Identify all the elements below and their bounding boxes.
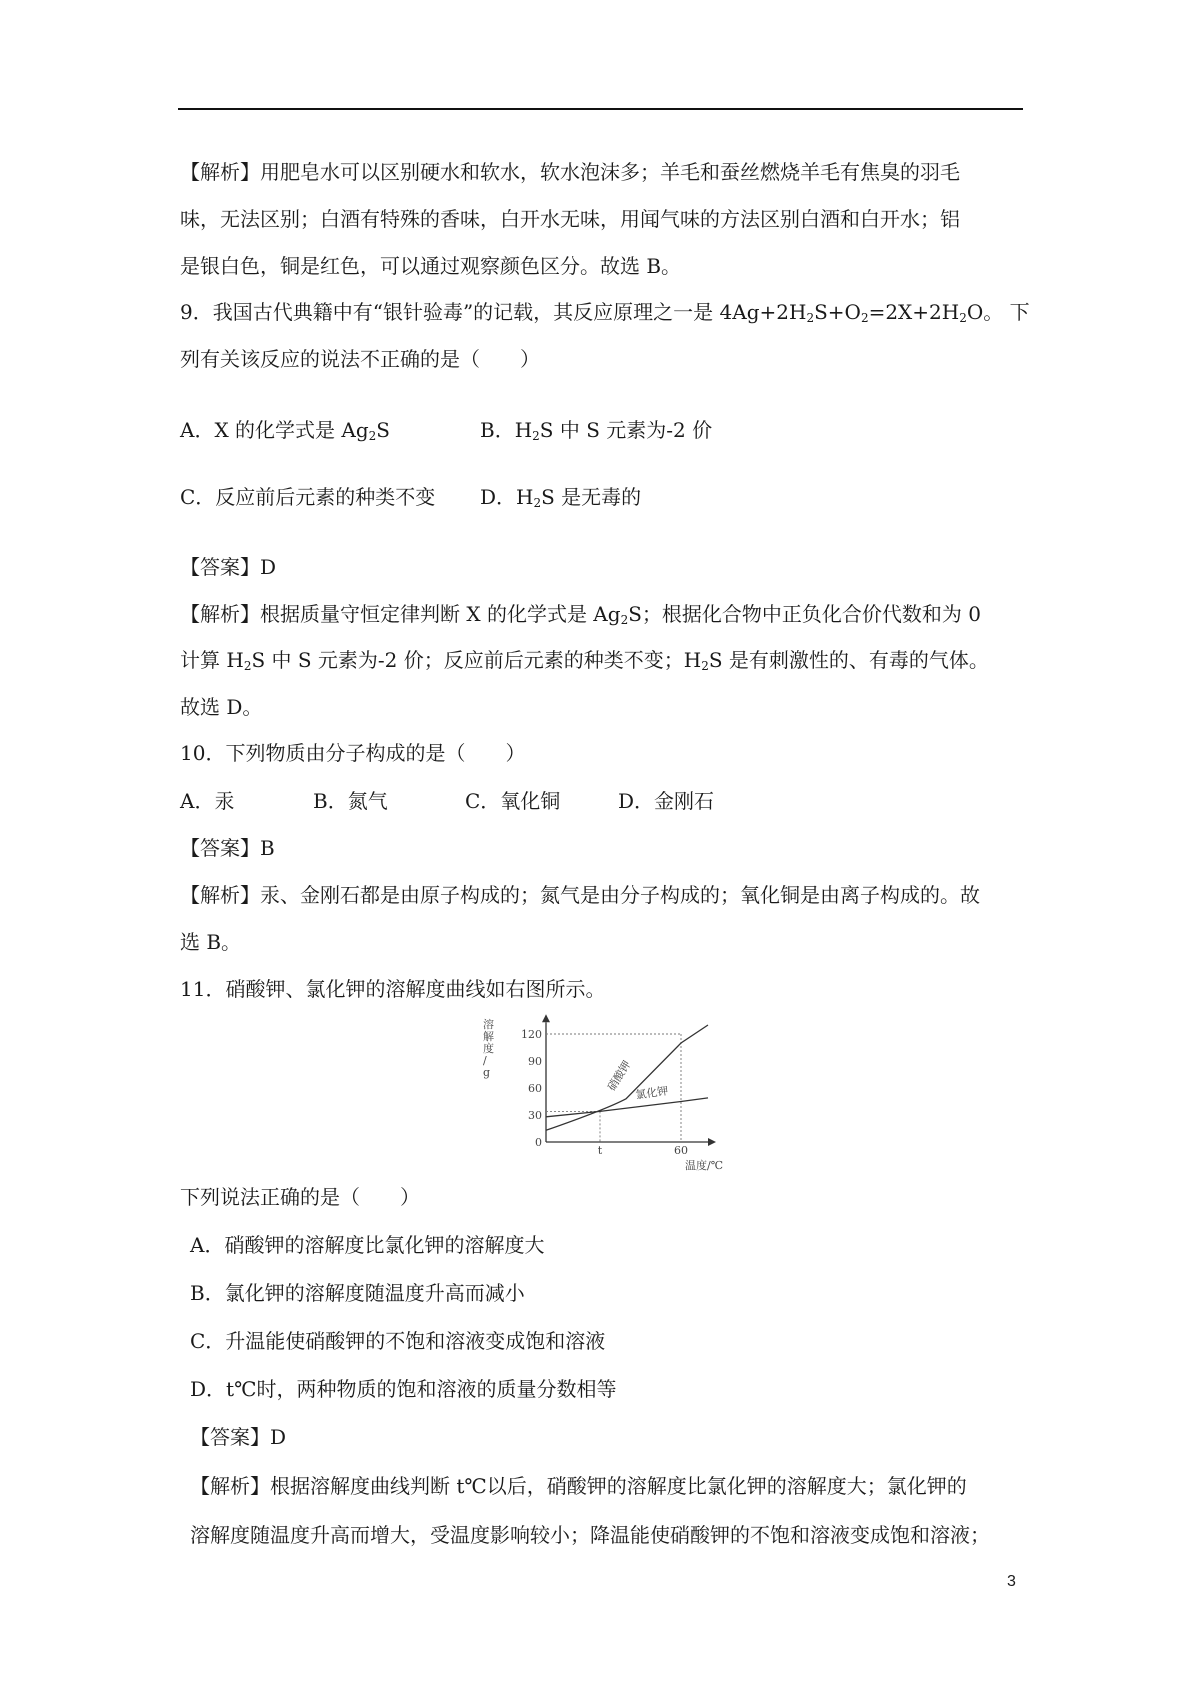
series-label-2: 氯化钾 xyxy=(634,1084,670,1102)
question-11-option-d: D．t℃时，两种物质的饱和溶液的质量分数相等 xyxy=(190,1377,617,1401)
analysis-q11-line1: 【解析】根据溶解度曲线判断 t℃以后，硝酸钾的溶解度比氯化钾的溶解度大；氯化钾的 xyxy=(190,1474,967,1498)
question-11-option-a: A．硝酸钾的溶解度比氯化钾的溶解度大 xyxy=(190,1233,545,1257)
y-tick-label: 0 xyxy=(535,1136,542,1149)
analysis-q9-line3: 故选 D。 xyxy=(180,695,263,719)
question-9-line1: 9．我国古代典籍中有“银针验毒”的记载，其反应原理之一是 $4Ag+2H_2S+O_2=2X+2H_2O$。 下 xyxy=(180,300,1030,325)
question-9-option-d: D．$H_2S$ 是无毒的 xyxy=(480,485,642,510)
analysis-q9-line1: 【解析】根据质量守恒定律判断 X 的化学式是 $Ag_2S$；根据化合物中正负化合价代数和为 0 xyxy=(180,602,981,627)
answer-9: 【答案】D xyxy=(180,555,277,579)
question-11: 11．硝酸钾、氯化钾的溶解度曲线如右图所示。 xyxy=(180,977,606,1001)
chart-axes xyxy=(542,1014,716,1146)
analysis-q10-line2: 选 B。 xyxy=(180,930,242,954)
question-9-line2: 列有关该反应的说法不正确的是（ ） xyxy=(180,347,540,371)
x-axis-label: 温度/℃ xyxy=(685,1159,724,1172)
answer-11: 【答案】D xyxy=(190,1425,287,1449)
analysis-q8-line1: 【解析】用肥皂水可以区别硬水和软水，软水泡沫多；羊毛和蚕丝燃烧羊毛有焦臭的羽毛 xyxy=(180,160,960,184)
question-9-option-b: B．$H_2S$ 中 S 元素为-2 价 xyxy=(480,418,713,443)
x-tick-label: t xyxy=(597,1144,603,1157)
x-axis-arrow-icon xyxy=(708,1138,716,1146)
question-11-option-b: B．氯化钾的溶解度随温度升高而减小 xyxy=(190,1281,525,1305)
header-rule xyxy=(178,108,1023,110)
series-label-1: 硝酸钾 xyxy=(605,1058,634,1094)
question-10-option-a: A．汞 xyxy=(180,789,235,813)
y-tick-label: 30 xyxy=(528,1109,542,1122)
question-10-option-c: C．氧化铜 xyxy=(465,789,561,813)
analysis-q9-line2: 计算 $H_2S$ 中 S 元素为-2 价；反应前后元素的种类不变；$H_2S$ 是有刺激性的、有毒的气体。 xyxy=(180,648,989,673)
analysis-q11-line2: 溶解度随温度升高而增大，受温度影响较小；降温能使硝酸钾的不饱和溶液变成饱和溶液； xyxy=(190,1523,990,1547)
chart-marks xyxy=(483,1017,723,1172)
solubility-chart xyxy=(478,1018,724,1172)
answer-10: 【答案】B xyxy=(180,836,275,860)
question-10-option-b: B．氮气 xyxy=(313,789,388,813)
question-10-option-d: D．金刚石 xyxy=(618,789,715,813)
page-number: 3 xyxy=(1007,1573,1016,1590)
analysis-q8-line3: 是银白色，铜是红色，可以通过观察颜色区分。故选 B。 xyxy=(180,254,682,278)
question-9-option-a: A．X 的化学式是 $Ag_2S$ xyxy=(180,418,390,443)
x-tick-label: 60 xyxy=(674,1144,688,1157)
analysis-q8-line2: 味，无法区别；白酒有特殊的香味，白开水无味，用闻气味的方法区别白酒和白开水；铝 xyxy=(180,207,960,231)
series-line-2 xyxy=(546,1098,708,1117)
y-tick-label: 90 xyxy=(528,1055,542,1068)
analysis-q10-line1: 【解析】汞、金刚石都是由原子构成的；氮气是由分子构成的；氧化铜是由离子构成的。故 xyxy=(180,883,980,907)
y-tick-label: 120 xyxy=(521,1028,542,1041)
y-axis-arrow-icon xyxy=(542,1014,550,1022)
y-tick-label: 60 xyxy=(528,1082,542,1095)
y-axis-label: 溶解度/ g xyxy=(483,1018,494,1079)
question-9-option-c: C．反应前后元素的种类不变 xyxy=(180,485,436,509)
question-10: 10．下列物质由分子构成的是（ ） xyxy=(180,741,526,765)
question-11-option-c: C．升温能使硝酸钾的不饱和溶液变成饱和溶液 xyxy=(190,1329,606,1353)
question-11-stem: 下列说法正确的是（ ） xyxy=(180,1185,420,1209)
